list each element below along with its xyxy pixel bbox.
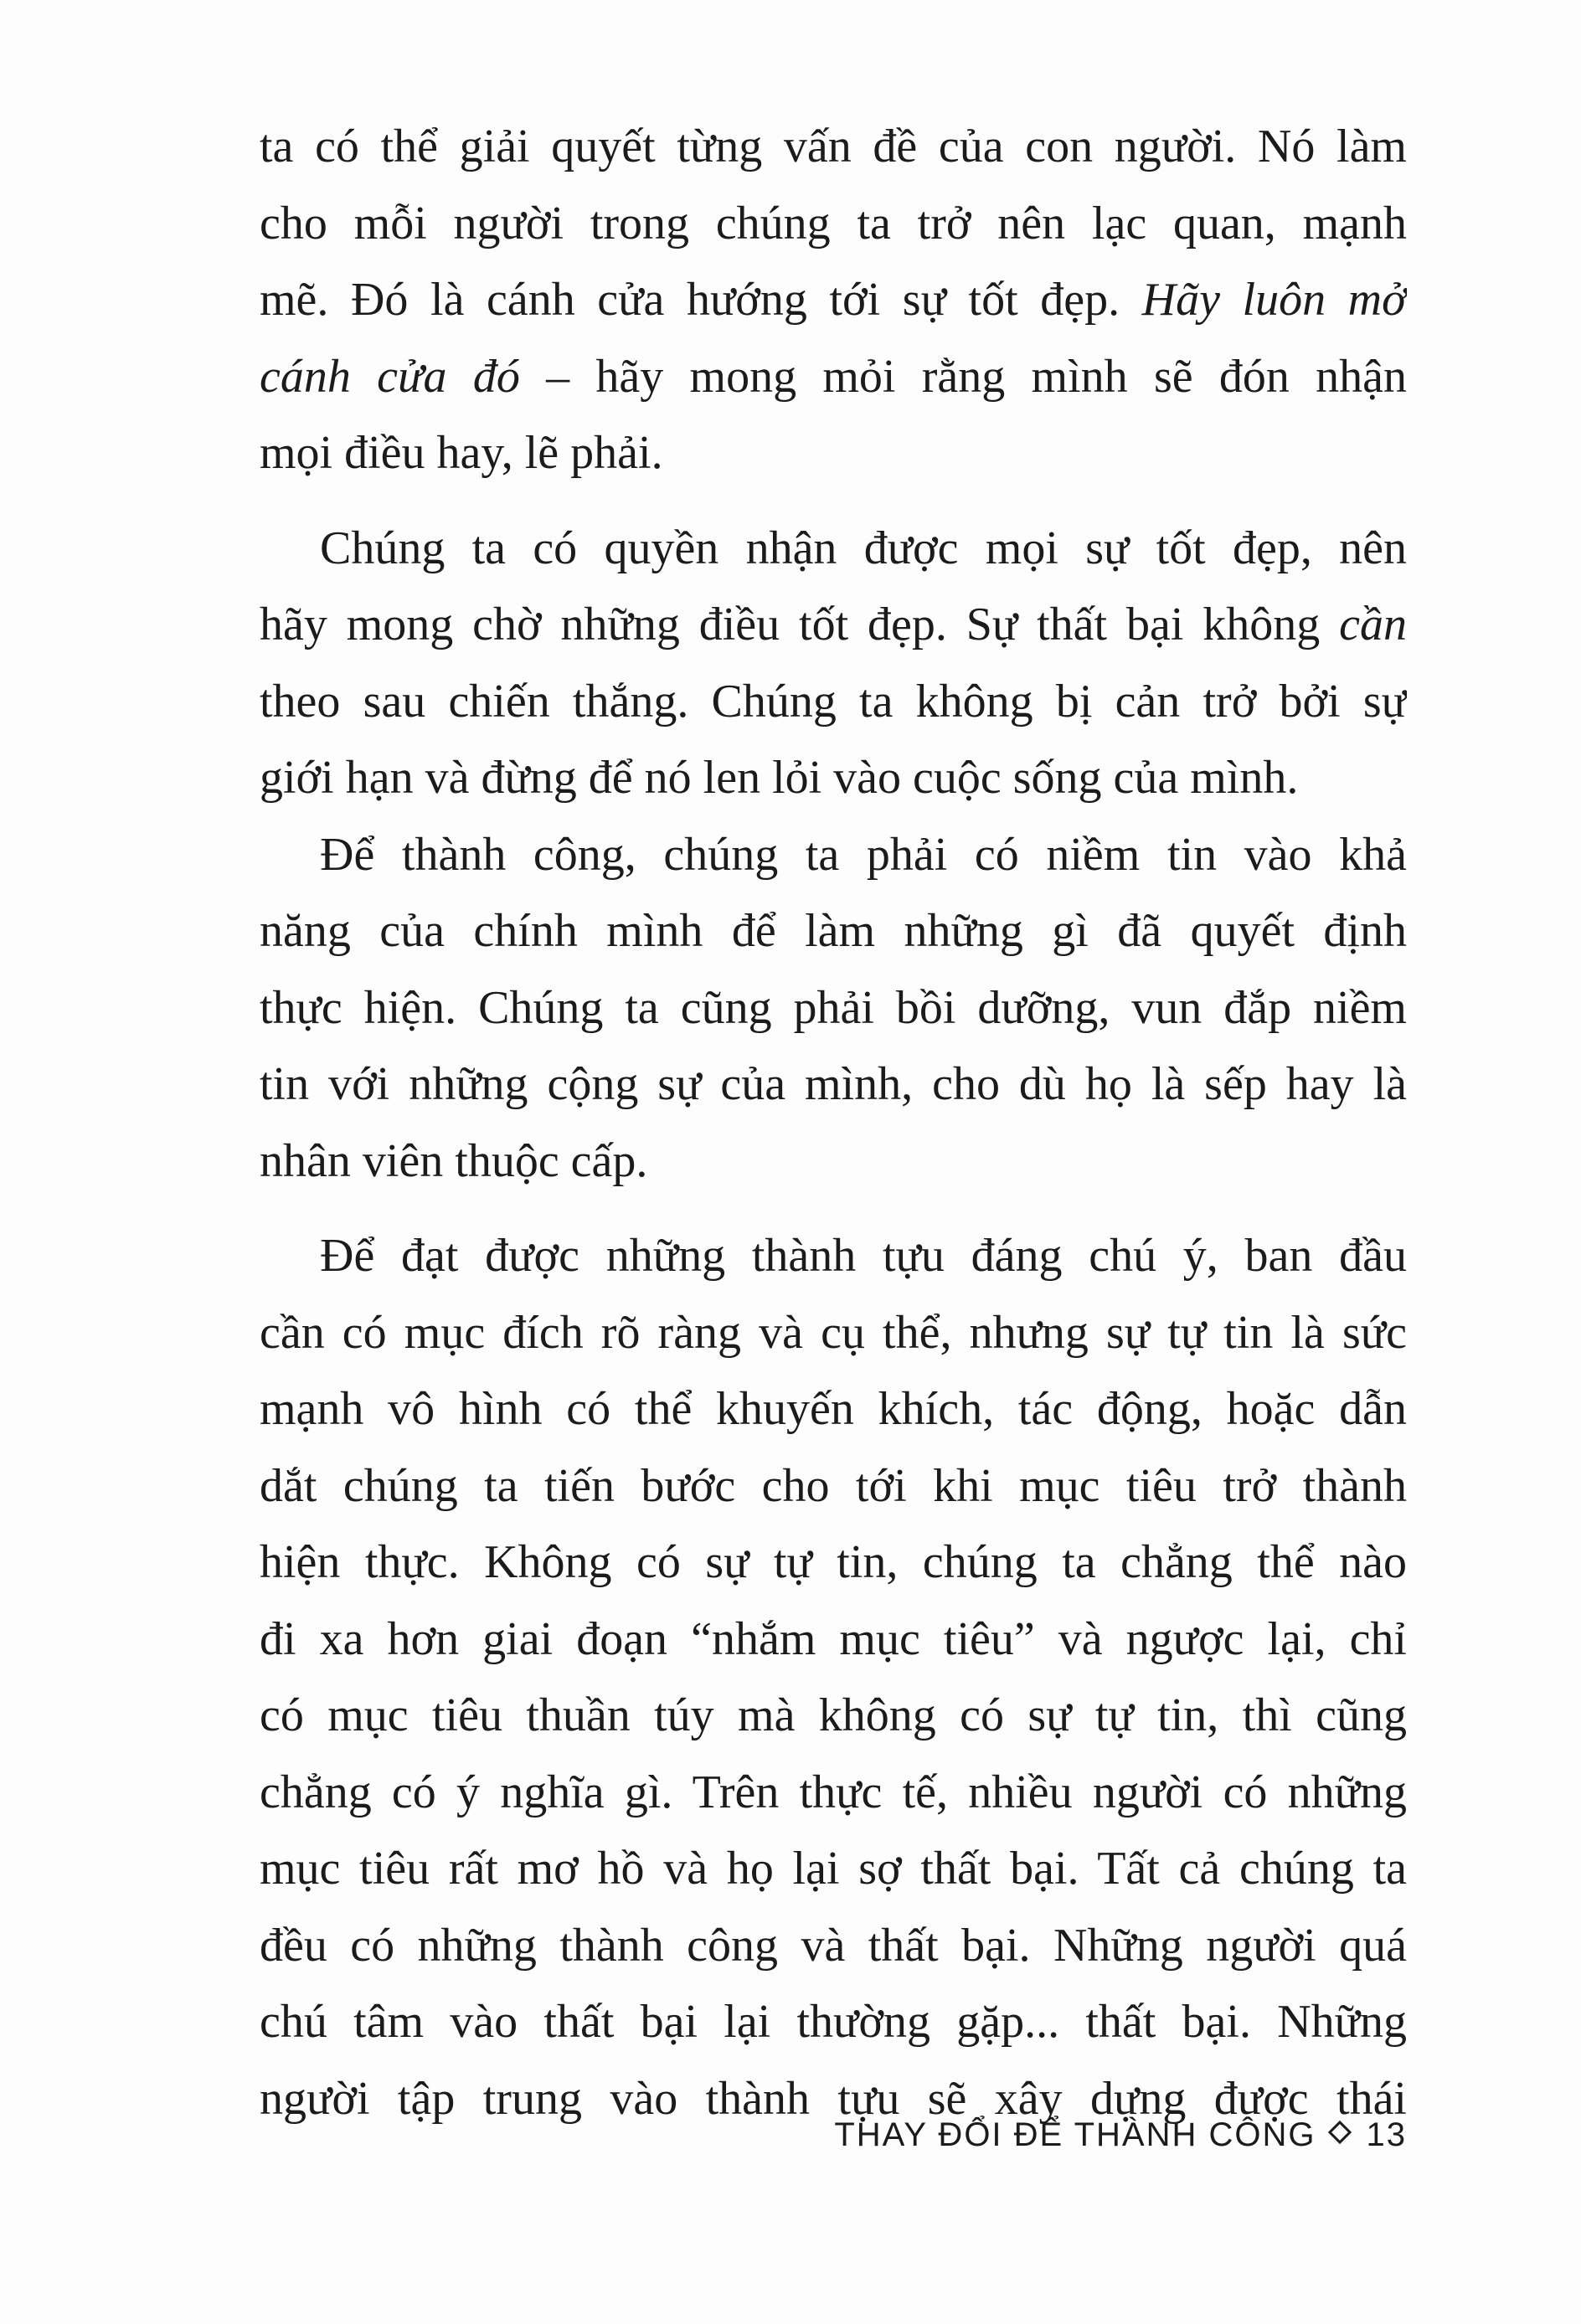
paragraph-line-text: – hãy mong mỏi rằng mình sẽ đón nhận <box>519 350 1407 403</box>
diamond-separator-icon <box>1327 2121 1351 2144</box>
paragraph-line-text: mẽ. Đó là cánh cửa hướng tới sự tốt đẹp. <box>260 274 1120 326</box>
paragraph-gap <box>260 492 1407 511</box>
paragraph-line: Chúng ta có quyền nhận được mọi sự tốt đẹp, nên <box>320 522 1407 574</box>
paragraph-line <box>260 262 1407 339</box>
paragraph-line: Để thành công, chúng ta phải có niềm tin vào khả <box>320 828 1407 881</box>
paragraph-line: chú tâm vào thất bại lại thường gặp... thất bại. Những <box>260 1996 1407 2048</box>
paragraph-line: có mục tiêu thuần túy mà không có sự tự tin, thì cũng <box>260 1689 1407 1741</box>
paragraph-line: Để đạt được những thành tựu đáng chú ý, ban đầu <box>320 1230 1407 1282</box>
paragraph-line: ta có thể giải quyết từng vấn đề của con người. Nó làm <box>260 121 1407 172</box>
paragraph-line: mục tiêu rất mơ hồ và họ lại sợ thất bại. Tất cả chúng ta <box>260 1843 1407 1895</box>
book-title: THAY ĐỔI ĐỂ THÀNH CÔNG <box>834 2116 1316 2153</box>
body-text <box>260 109 1407 2137</box>
paragraph-gap <box>260 1200 1407 1218</box>
italic-emphasis: cánh cửa đó <box>260 350 520 403</box>
paragraph-line: đều có những thành công và thất bại. Những người quá <box>260 1919 1407 1972</box>
paragraph-line: cần có mục đích rõ ràng và cụ thể, nhưng sự tự tin là sức <box>260 1306 1407 1359</box>
italic-emphasis: Hãy luôn mở <box>1141 274 1407 326</box>
paragraph-line: hiện thực. Không có sự tự tin, chúng ta chẳng thể nào <box>260 1536 1407 1588</box>
page-number: 13 <box>1366 2116 1407 2153</box>
paragraph-line: đi xa hơn giai đoạn “nhắm mục tiêu” và ngược lại, chỉ <box>260 1612 1407 1665</box>
paragraph-line: cho mỗi người trong chúng ta trở nên lạc quan, mạnh <box>260 197 1407 249</box>
paragraph-4 <box>260 1218 1407 2137</box>
paragraph-line: dắt chúng ta tiến bước cho tới khi mục tiêu trở thành <box>260 1459 1407 1512</box>
paragraph-line: năng của chính mình để làm những gì đã quyết định <box>260 905 1407 957</box>
paragraph-line: nhân viên thuộc cấp. <box>260 1134 648 1187</box>
paragraph-line: mọi điều hay, lẽ phải. <box>260 427 663 479</box>
paragraph-line: tin với những cộng sự của mình, cho dù họ là sếp hay là <box>260 1058 1407 1110</box>
italic-emphasis: cần <box>1339 599 1407 650</box>
running-footer <box>804 2116 1407 2154</box>
paragraph-line: thực hiện. Chúng ta cũng phải bồi dưỡng, vun đắp niềm <box>260 981 1407 1034</box>
paragraph-line-text: hãy mong chờ những điều tốt đẹp. Sự thất bại không <box>260 599 1321 650</box>
paragraph-2 <box>260 511 1407 817</box>
paragraph-line <box>260 339 1407 416</box>
paragraph-line: chẳng có ý nghĩa gì. Trên thực tế, nhiều người có những <box>260 1766 1407 1818</box>
paragraph-line: mạnh vô hình có thể khuyến khích, tác động, hoặc dẫn <box>260 1383 1407 1435</box>
paragraph-3 <box>260 817 1407 1201</box>
paragraph-line <box>260 587 1407 664</box>
paragraph-line: theo sau chiến thắng. Chúng ta không bị cản trở bởi sự <box>260 675 1407 728</box>
paragraph-line: giới hạn và đừng để nó len lỏi vào cuộc sống của mình. <box>260 752 1299 804</box>
paragraph-line: người tập trung vào thành tựu sẽ xây dựng được thái <box>260 2072 1407 2125</box>
paragraph-1 <box>260 109 1407 492</box>
